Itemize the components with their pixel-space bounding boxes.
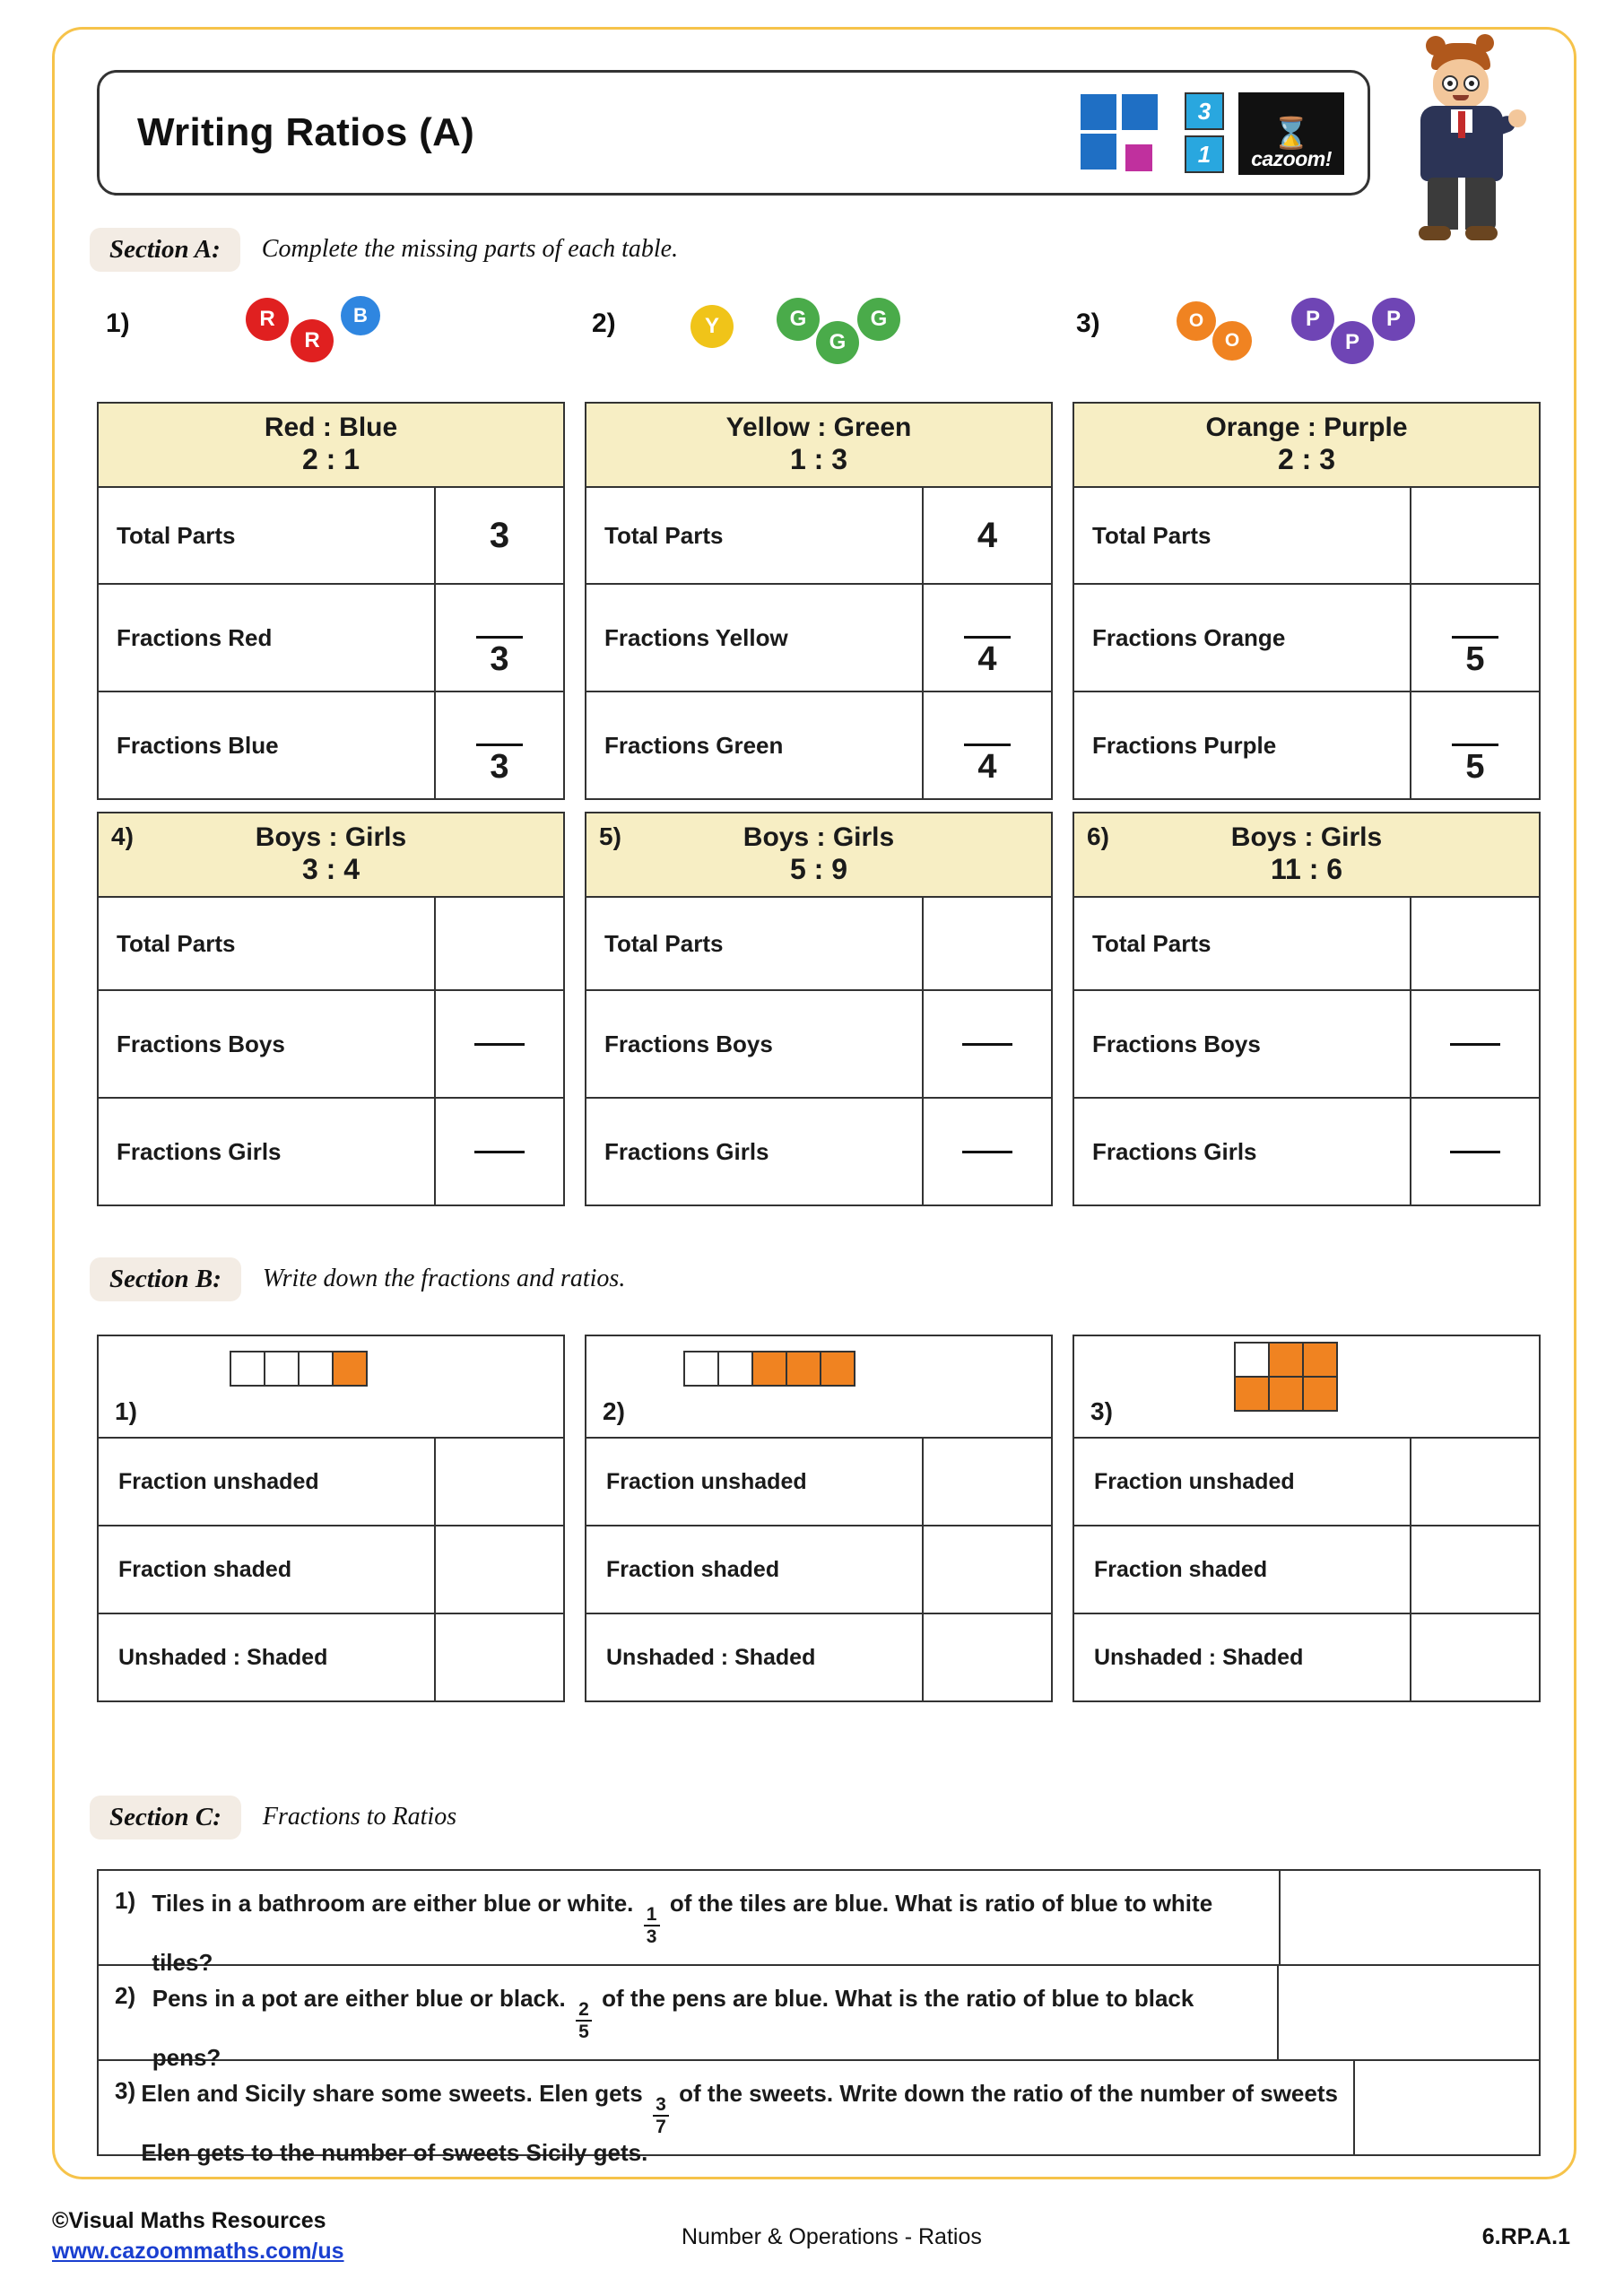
inline-fraction	[644, 1905, 660, 1946]
ratio-table-3-heading: Orange : Purple	[1205, 413, 1408, 442]
ratio-table-6-heading: Boys : Girls	[1230, 822, 1383, 852]
answer-cell[interactable]	[436, 1439, 563, 1525]
table-row	[586, 1526, 1051, 1614]
counter-group-2-qnum: 2)	[592, 309, 616, 338]
logo-squares-icon	[1073, 92, 1170, 175]
ratio-table-5-header	[586, 813, 1051, 898]
question-text-after: of the sweets. Write down the ratio of the number of sweets Elen gets to the number of sweets Sicily gets.	[141, 2080, 1338, 2166]
answer-cell[interactable]: 3	[489, 515, 510, 555]
table-row	[99, 488, 563, 585]
ratio-table-5-qnum: 5)	[599, 822, 621, 850]
footer-standard-code: 6.RP.A.1	[1481, 2224, 1570, 2249]
answer-cell[interactable]	[1279, 1966, 1539, 2059]
shaded-table-1-qnum: 1)	[115, 1397, 137, 1425]
table-row	[586, 488, 1051, 585]
row-label: Fractions Boys	[99, 991, 436, 1097]
shape-grid-1	[231, 1351, 456, 1387]
counter-group-3	[1076, 296, 1489, 359]
answer-cell[interactable]	[1411, 692, 1539, 798]
fraction-denominator: 5	[1465, 639, 1485, 678]
table-row	[586, 1439, 1051, 1526]
counter-green-2: G	[816, 321, 859, 364]
table-row	[99, 2061, 1539, 2166]
cazoom-logo	[1073, 92, 1344, 175]
table-row	[586, 1614, 1051, 1700]
footer-website-link[interactable]: www.cazoommaths.com/us	[52, 2239, 344, 2264]
section-c-description: Fractions to Ratios	[262, 1803, 457, 1831]
ratio-table-4-heading: Boys : Girls	[255, 822, 407, 852]
answer-cell[interactable]	[924, 1439, 1051, 1525]
shape-header-1	[99, 1336, 563, 1439]
row-label: Fractions Boys	[1074, 991, 1411, 1097]
question-text-before: Tiles in a bathroom are either blue or white.	[152, 1890, 634, 1917]
answer-cell[interactable]	[436, 585, 563, 691]
table-row	[99, 1099, 563, 1205]
footer-copyright: ©Visual Maths Resources	[52, 2208, 326, 2233]
answer-cell[interactable]	[436, 991, 563, 1097]
answer-cell[interactable]: 4	[977, 515, 998, 555]
question-number: 1)	[115, 1887, 136, 1914]
answer-cell[interactable]	[1411, 1526, 1539, 1613]
fraction-denominator: 4	[977, 747, 997, 786]
ratio-table-3-ratio: 2 : 3	[1277, 443, 1336, 475]
ratio-table-2-ratio: 1 : 3	[789, 443, 848, 475]
fraction-numerator: 2	[578, 1999, 589, 2020]
table-row	[1074, 1099, 1539, 1205]
logo-brand-text: cazoom!	[1251, 147, 1332, 170]
question-number: 3)	[115, 2077, 136, 2104]
answer-cell[interactable]	[1411, 1439, 1539, 1525]
table-row	[99, 898, 563, 991]
table-row	[1074, 1526, 1539, 1614]
counter-yellow-1: Y	[690, 305, 734, 348]
answer-cell[interactable]	[1411, 991, 1539, 1097]
counter-green-3: G	[857, 298, 900, 341]
answer-cell[interactable]	[924, 1099, 1051, 1205]
table-row	[99, 1526, 563, 1614]
page-title: Writing Ratios (A)	[137, 110, 475, 154]
table-row	[586, 1099, 1051, 1205]
fraction-denominator: 3	[646, 1926, 657, 1947]
answer-cell[interactable]	[436, 1099, 563, 1205]
table-row	[1074, 1614, 1539, 1700]
logo-brand-box	[1238, 92, 1344, 175]
question-text	[152, 1966, 1279, 2071]
ratio-table-6	[1073, 812, 1541, 1206]
row-label: Total Parts	[586, 898, 924, 989]
ratio-table-6-header	[1074, 813, 1539, 898]
table-row	[1074, 898, 1539, 991]
table-row	[586, 585, 1051, 692]
counter-orange-1: O	[1177, 301, 1216, 341]
question-text	[141, 2061, 1355, 2166]
row-label: Total Parts	[586, 488, 924, 583]
table-row	[1074, 488, 1539, 585]
row-label: Fraction shaded	[99, 1526, 436, 1613]
inline-fraction	[576, 2000, 592, 2041]
answer-cell[interactable]	[924, 585, 1051, 691]
table-row	[586, 991, 1051, 1099]
row-label: Fractions Purple	[1074, 692, 1411, 798]
answer-cell[interactable]	[436, 898, 563, 989]
row-label: Total Parts	[1074, 488, 1411, 583]
table-row	[99, 692, 563, 798]
table-row	[99, 1966, 1539, 2071]
ratio-table-4-header	[99, 813, 563, 898]
ratio-table-2	[585, 402, 1053, 800]
row-label: Unshaded : Shaded	[99, 1614, 436, 1700]
counter-red-1: R	[246, 298, 289, 341]
table-row	[1074, 692, 1539, 798]
counter-orange-2: O	[1212, 321, 1252, 361]
question-text-after: of the tiles are blue. What is ratio of blue to white tiles?	[152, 1890, 1213, 1976]
mascot-illustration	[1397, 43, 1532, 249]
question-text-after: of the pens are blue. What is the ratio of blue to black pens?	[152, 1985, 1194, 2071]
logo-numbers-icon	[1179, 92, 1229, 175]
counter-group-2	[592, 296, 986, 359]
ratio-table-1-ratio: 2 : 1	[301, 443, 360, 475]
section-a-description: Complete the missing parts of each table.	[261, 235, 679, 263]
logo-number-top: 3	[1185, 92, 1224, 130]
ratio-table-1-heading: Red : Blue	[264, 413, 398, 442]
answer-cell[interactable]	[1411, 1099, 1539, 1205]
ratio-table-1-header	[99, 404, 563, 488]
fraction-numerator: 3	[656, 2094, 666, 2115]
answer-cell[interactable]	[924, 1526, 1051, 1613]
ratio-table-4-qnum: 4)	[111, 822, 134, 850]
ratio-table-2-heading: Yellow : Green	[725, 413, 912, 442]
row-label: Fractions Orange	[1074, 585, 1411, 691]
ratio-table-1	[97, 402, 565, 800]
answer-cell[interactable]	[924, 898, 1051, 989]
fraction-denominator: 3	[490, 639, 509, 678]
shaded-table-1	[97, 1335, 565, 1702]
shaded-table-3-qnum: 3)	[1090, 1397, 1113, 1425]
row-label: Fraction shaded	[1074, 1526, 1411, 1613]
row-label: Fraction shaded	[586, 1526, 924, 1613]
row-label: Total Parts	[99, 488, 436, 583]
question-text-before: Elen and Sicily share some sweets. Elen gets	[141, 2080, 643, 2107]
answer-cell[interactable]	[1411, 585, 1539, 691]
question-number: 2)	[115, 1982, 136, 2009]
shaded-table-3	[1073, 1335, 1541, 1702]
row-label: Unshaded : Shaded	[586, 1614, 924, 1700]
footer-topic: Number & Operations - Ratios	[682, 2224, 982, 2249]
row-label: Total Parts	[1074, 898, 1411, 989]
inline-fraction	[653, 2095, 669, 2136]
row-label: Fractions Boys	[586, 991, 924, 1097]
answer-cell[interactable]	[924, 991, 1051, 1097]
word-problem-table	[97, 1869, 1541, 2166]
section-b-label: Section B:	[90, 1257, 241, 1301]
fraction-denominator: 5	[578, 2022, 589, 2042]
table-row	[99, 1614, 563, 1700]
counter-green-1: G	[777, 298, 820, 341]
answer-cell[interactable]	[436, 1526, 563, 1613]
fraction-numerator: 1	[646, 1904, 657, 1925]
ratio-table-5-heading: Boys : Girls	[743, 822, 895, 852]
counter-purple-3: P	[1372, 298, 1415, 341]
logo-number-bottom: 1	[1185, 135, 1224, 173]
hourglass-icon: ⌛	[1272, 117, 1311, 151]
ratio-table-4	[97, 812, 565, 1206]
question-text-before: Pens in a pot are either blue or black.	[152, 1985, 566, 2012]
row-label: Fractions Red	[99, 585, 436, 691]
answer-cell[interactable]	[1411, 488, 1539, 583]
row-label: Fractions Yellow	[586, 585, 924, 691]
ratio-table-6-qnum: 6)	[1087, 822, 1109, 850]
section-c-label: Section C:	[90, 1796, 241, 1839]
row-label: Unshaded : Shaded	[1074, 1614, 1411, 1700]
question-text	[152, 1871, 1281, 1976]
answer-cell[interactable]	[1411, 898, 1539, 989]
ratio-table-3	[1073, 402, 1541, 800]
row-label: Fraction unshaded	[99, 1439, 436, 1525]
table-row	[1074, 585, 1539, 692]
row-label: Fractions Green	[586, 692, 924, 798]
row-label: Fractions Girls	[586, 1099, 924, 1205]
answer-cell[interactable]	[1355, 2061, 1539, 2154]
table-row	[99, 1439, 563, 1526]
table-row	[99, 991, 563, 1099]
shape-header-2	[586, 1336, 1051, 1439]
table-row	[586, 692, 1051, 798]
ratio-table-5-ratio: 5 : 9	[789, 853, 848, 885]
answer-cell[interactable]	[924, 1614, 1051, 1700]
fraction-denominator: 4	[977, 639, 997, 678]
section-a-label: Section A:	[90, 228, 240, 272]
counter-group-1	[106, 296, 500, 359]
answer-cell[interactable]	[1281, 1871, 1539, 1964]
counter-purple-1: P	[1291, 298, 1334, 341]
shaded-table-2-qnum: 2)	[603, 1397, 625, 1425]
ratio-table-4-ratio: 3 : 4	[301, 853, 360, 885]
shaded-table-2	[585, 1335, 1053, 1702]
page-footer	[0, 2203, 1624, 2283]
row-label: Fractions Blue	[99, 692, 436, 798]
counter-group-3-qnum: 3)	[1076, 309, 1100, 338]
ratio-table-5	[585, 812, 1053, 1206]
shape-grid-3	[1236, 1342, 1352, 1412]
fraction-denominator: 5	[1465, 747, 1485, 786]
section-b-description: Write down the fractions and ratios.	[262, 1265, 626, 1292]
ratio-table-6-ratio: 11 : 6	[1270, 853, 1343, 885]
answer-cell[interactable]	[436, 1614, 563, 1700]
ratio-table-2-header	[586, 404, 1051, 488]
table-row	[1074, 1439, 1539, 1526]
table-row	[586, 898, 1051, 991]
row-label: Fraction unshaded	[1074, 1439, 1411, 1525]
row-label: Fraction unshaded	[586, 1439, 924, 1525]
section-a-header	[90, 226, 678, 273]
shape-header-3	[1074, 1336, 1539, 1439]
answer-cell[interactable]	[1411, 1614, 1539, 1700]
counter-blue-1: B	[341, 296, 380, 335]
answer-cell[interactable]	[436, 692, 563, 798]
section-b-header	[90, 1256, 625, 1302]
table-row	[99, 1871, 1539, 1976]
row-label: Fractions Girls	[99, 1099, 436, 1205]
row-label: Fractions Girls	[1074, 1099, 1411, 1205]
table-row	[1074, 991, 1539, 1099]
section-c-header	[90, 1794, 456, 1840]
counter-red-2: R	[291, 319, 334, 362]
shape-grid-2	[685, 1351, 954, 1387]
fraction-denominator: 3	[490, 747, 509, 786]
row-label: Total Parts	[99, 898, 436, 989]
counter-purple-2: P	[1331, 321, 1374, 364]
title-bar	[97, 70, 1370, 196]
counter-group-1-qnum: 1)	[106, 309, 130, 338]
fraction-denominator: 7	[656, 2117, 666, 2137]
ratio-table-3-header	[1074, 404, 1539, 488]
table-row	[99, 585, 563, 692]
answer-cell[interactable]	[924, 692, 1051, 798]
